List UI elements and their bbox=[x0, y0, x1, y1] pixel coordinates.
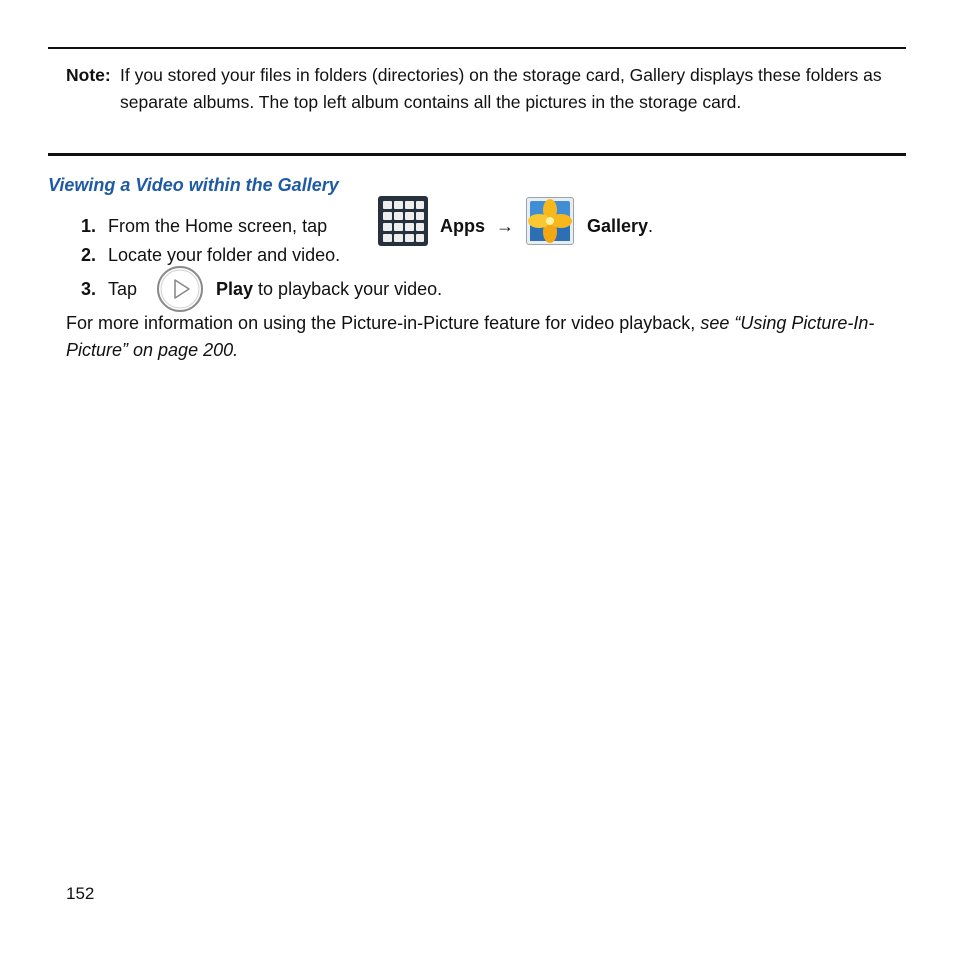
step-text bbox=[108, 215, 327, 237]
step-number: 3. bbox=[81, 279, 97, 299]
section-heading: Viewing a Video within the Gallery bbox=[48, 175, 339, 195]
arrow-glyph: → bbox=[496, 216, 515, 236]
apps-label-group bbox=[440, 215, 514, 237]
play-label: Play bbox=[216, 279, 254, 299]
play-circle-icon[interactable] bbox=[156, 265, 204, 313]
info-text: For more information on using the Picture-in-Picture feature for video playback, bbox=[66, 313, 696, 333]
top-rule bbox=[48, 47, 906, 49]
note-text: If you stored your files in folders (directories) on the storage card, Gallery displays these folders as separate albums. The top left album contains all the pictures in the storage card. bbox=[120, 65, 882, 112]
step-3-text: Tap bbox=[108, 279, 138, 299]
gallery-label: Gallery bbox=[587, 216, 649, 236]
bottom-rule bbox=[48, 153, 906, 156]
apps-label: Apps bbox=[440, 216, 485, 236]
note-block bbox=[66, 62, 896, 115]
page-number: 152 bbox=[66, 884, 95, 903]
apps-grid-icon[interactable] bbox=[378, 196, 428, 246]
period: . bbox=[648, 216, 654, 236]
step-1-text: From the Home screen, tap bbox=[108, 216, 328, 236]
page-reference-link[interactable]: see “Using Picture-In-Picture” on page 200. bbox=[66, 313, 875, 360]
gallery-flower-icon[interactable] bbox=[526, 197, 574, 245]
step-number: 1. bbox=[81, 216, 97, 236]
note-label: Note: bbox=[66, 65, 111, 85]
step-2-text: Locate your folder and video. bbox=[108, 245, 341, 265]
play-label-group bbox=[216, 278, 442, 300]
info-paragraph bbox=[66, 310, 896, 364]
play-suffix: to playback your video. bbox=[258, 279, 443, 299]
step-number: 2. bbox=[81, 245, 97, 265]
gallery-label-group bbox=[587, 215, 653, 237]
